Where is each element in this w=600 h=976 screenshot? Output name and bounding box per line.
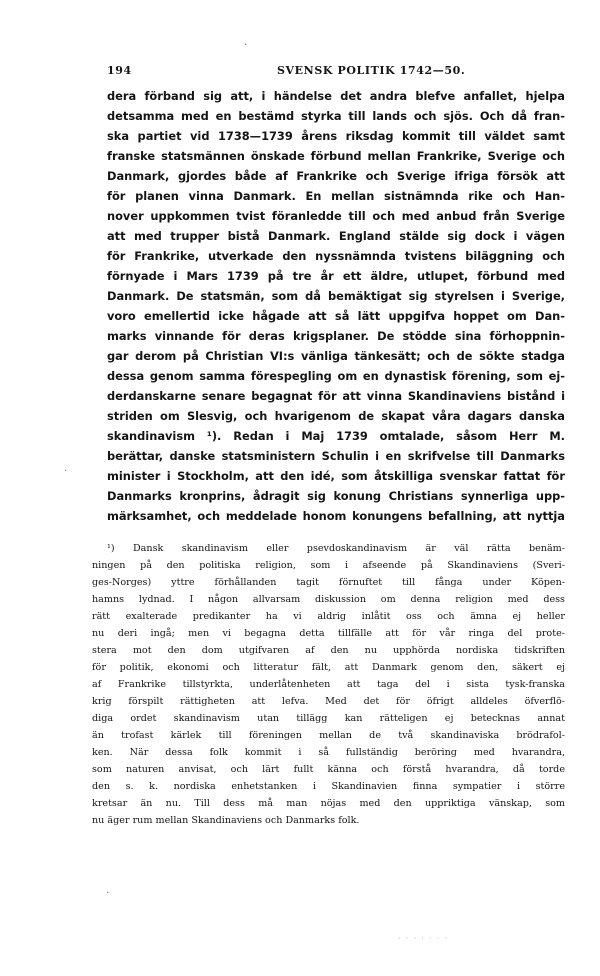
margin-mark: · xyxy=(64,466,68,477)
footnote-line: stera mot den dom utgifvaren af den nu upphörda nordiska tidskriften xyxy=(92,645,565,656)
body-line: Danmark, gjordes både af Frankrike och Sverige ifriga försök att xyxy=(107,169,565,183)
footnote-line: diga ordet skandinavism utan tillägg kan rätteligen ej betecknas annat xyxy=(92,713,565,724)
running-head: SVENSK POLITIK 1742—50. xyxy=(277,64,466,77)
footnote-line: för politik, ekonomi och litteratur fält, att Danmark genom den, säkert ej xyxy=(92,662,565,673)
page-number: 194 xyxy=(107,64,132,77)
body-line: ska partiet vid 1738—1739 årens riksdag kommit till väldet samt xyxy=(107,129,565,143)
footnote-line: som naturen anvisat, och lärt fullt känna och förstå hvarandra, då torde xyxy=(92,764,565,775)
footnote-line: af Frankrike tillstyrkta, underlåtenheten att taga del i sista tysk-franska xyxy=(92,679,565,690)
body-line: detsamma med en bestämd styrka till lands och sjös. Och då fran- xyxy=(107,109,565,123)
body-line: gar derom på Christian VI:s vänliga tänkesätt; och de sökte stadga xyxy=(107,349,565,363)
body-line: nover uppkommen tvist föranledde till och med anbud från Sverige xyxy=(107,209,565,223)
body-line: voro emellertid icke hågade att så lätt uppgifva hoppet om Dan- xyxy=(107,309,565,323)
footnote-line: den s. k. nordiska enhetstanken i Skandinavien finna sympatier i större xyxy=(92,781,565,792)
body-line: för planen vinna Danmark. En mellan sistnämnda rike och Han- xyxy=(107,189,565,203)
footnote-line: nu deri ingå; men vi begagna detta tillfälle att för vår ringa del prote- xyxy=(92,628,565,639)
footnote-line: ¹) Dansk skandinavism eller psevdoskandinavism är väl rätta benäm- xyxy=(107,543,565,554)
body-line: minister i Stockholm, att den idé, som åtskilliga svenskar fattat för xyxy=(107,469,565,483)
body-line: dessa genom samma förespegling om en dynastisk förening, som ej- xyxy=(107,369,565,383)
body-line: berättar, danske statsministern Schulin i en skrifvelse till Danmarks xyxy=(107,449,565,463)
footnote-line: ken. När dessa folk kommit i så fullständig beröring med hvarandra, xyxy=(92,747,565,758)
margin-mark: · xyxy=(244,40,248,51)
footnote-line: ges-Norges) yttre förhållanden tagit förnuftet till fånga under Köpen- xyxy=(92,577,565,588)
margin-mark: · xyxy=(106,888,110,899)
body-line: derdanskarne senare begagnat för att vinna Skandinaviens bistånd i xyxy=(107,389,565,403)
page-header xyxy=(107,64,565,82)
body-line: skandinavism ¹). Redan i Maj 1739 omtalade, såsom Herr M. xyxy=(107,429,565,443)
footnote-line: kretsar än nu. Till dess må man nöjas med den uppriktiga vänskap, som xyxy=(92,798,565,809)
body-line: att med trupper bistå Danmark. England stälde sig dock i vägen xyxy=(107,229,565,243)
body-line: Danmarks kronprins, ådragit sig konung Christians synnerliga upp- xyxy=(107,489,565,503)
body-line: märksamhet, och meddelade honom konungens befallning, att nyttja xyxy=(107,509,565,523)
body-line: dera förband sig att, i händelse det andra blefve anfallet, hjelpa xyxy=(107,89,565,103)
footnote-line: än trofast kärlek till föreningen mellan de två skandinaviska brödrafol- xyxy=(92,730,565,741)
footnote-line: nu äger rum mellan Skandinaviens och Danmarks folk. xyxy=(92,815,360,826)
body-line: marks vinnande för deras krigsplaner. De stödde sina förhoppnin- xyxy=(107,329,565,343)
body-line: Danmark. De statsmän, som då bemäktigat sig styrelsen i Sverige, xyxy=(107,289,565,303)
footnote-line: rätt exalterade predikanter ha vi aldrig inlåtit oss och ämna ej heller xyxy=(92,611,565,622)
body-line: striden om Slesvig, och hvarigenom de skapat våra dagars danska xyxy=(107,409,565,423)
footnote-line: ningen på den politiska religion, som i afseende på Skandinaviens (Sveri- xyxy=(92,560,565,571)
body-line: franske statsmännen önskade förbund mellan Frankrike, Sverige och xyxy=(107,149,565,163)
library-stamp-smudge: · · · · · · · xyxy=(398,934,449,944)
body-line: förnyade i Mars 1739 på tre år ett äldre, utlupet, förbund med xyxy=(107,269,565,283)
footnote-line: hamns lydnad. I någon allvarsam diskussion om denna religion med dess xyxy=(92,594,565,605)
body-line: för Frankrike, utverkade den nyssnämnda tvistens biläggning och xyxy=(107,249,565,263)
footnote-line: krig förspilt rättigheten att lefva. Med det för öfrigt alldeles öfverflö- xyxy=(92,696,565,707)
